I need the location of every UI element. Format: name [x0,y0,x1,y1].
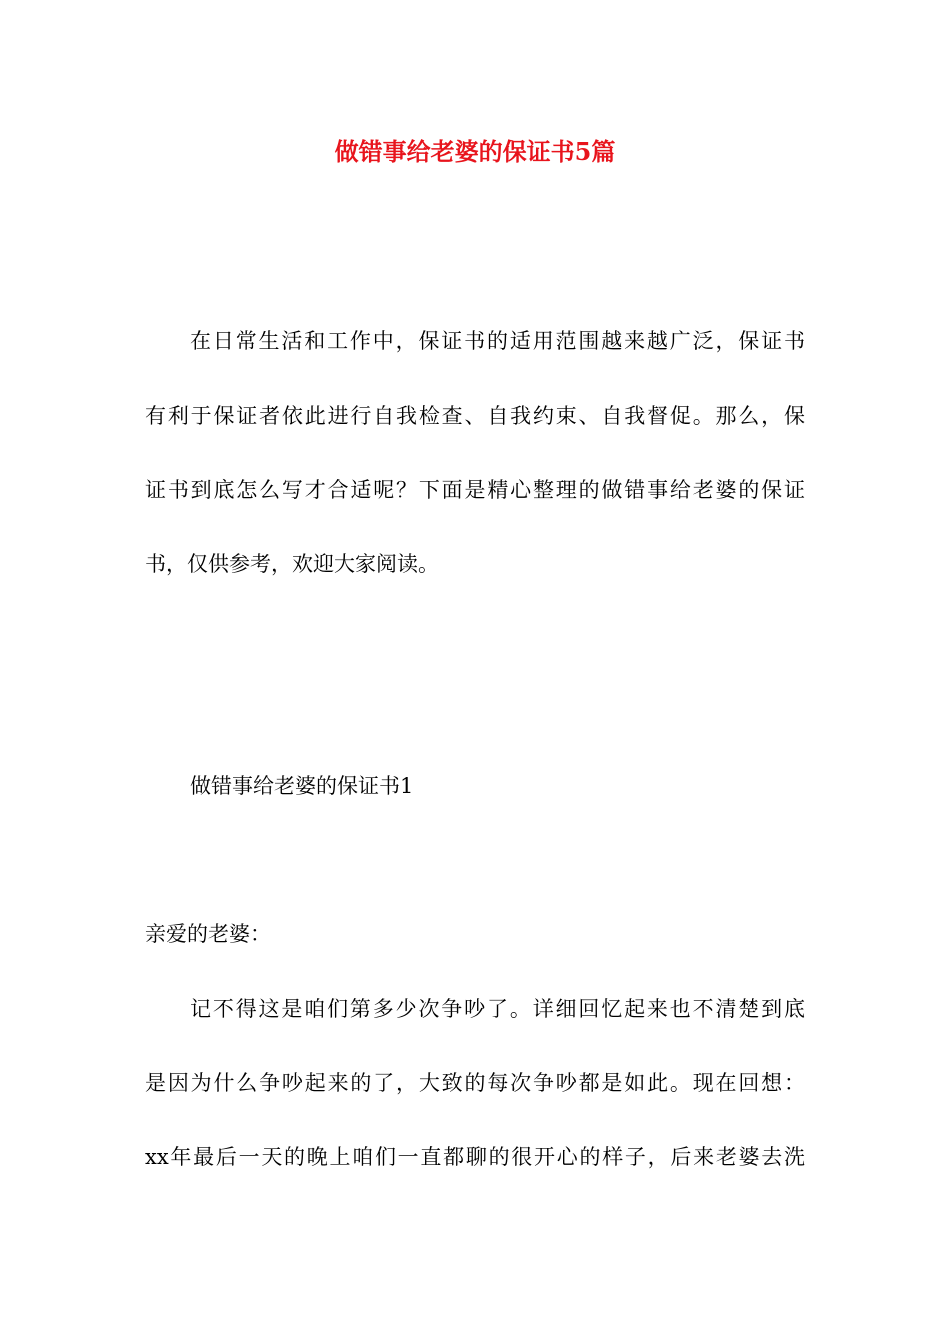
salutation: 亲爱的老婆： [145,922,271,946]
intro-line-3: 证书到底怎么写才合适呢？下面是精心整理的做错事给老婆的保证 [145,478,805,502]
intro-line-4: 书，仅供参考，欢迎大家阅读。 [145,552,439,576]
intro-line-2: 有利于保证者依此进行自我检查、自我约束、自我督促。那么，保 [145,404,805,428]
body-line-2: 是因为什么争吵起来的了，大致的每次争吵都是如此。现在回想： [145,1071,805,1095]
intro-line-1: 在日常生活和工作中，保证书的适用范围越来越广泛，保证书 [190,329,805,353]
body-line-3: xx年最后一天的晚上咱们一直都聊的很开心的样子，后来老婆去洗 [145,1145,805,1169]
document-title: 做错事给老婆的保证书5篇 [334,137,616,166]
body-line-1: 记不得这是咱们第多少次争吵了。详细回忆起来也不清楚到底 [190,997,805,1021]
section-heading: 做错事给老婆的保证书1 [190,774,414,798]
